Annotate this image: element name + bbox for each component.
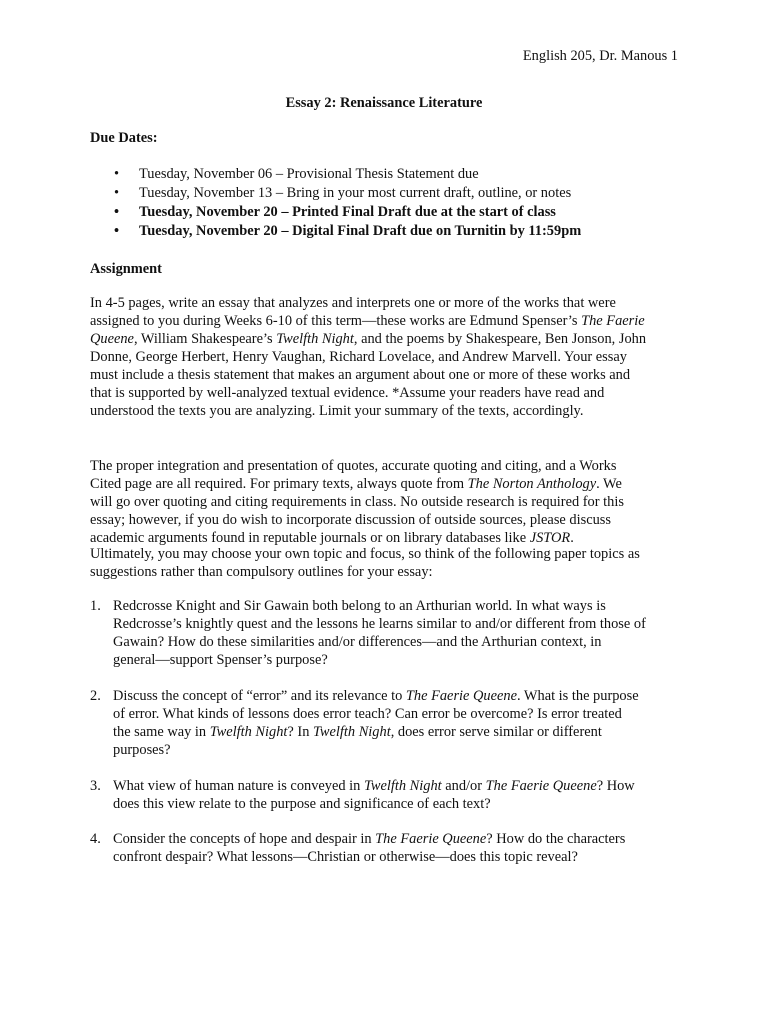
paragraph-line: will go over quoting and citing requirements in class. No outside research is required for this xyxy=(90,494,624,510)
paragraph-line: The proper integration and presentation of quotes, accurate quoting and citing, and a Works xyxy=(90,458,617,474)
assignment-paragraph-1 xyxy=(90,294,686,420)
due-dates-heading: Due Dates: xyxy=(90,130,158,146)
paragraph-line: essay; however, if you do wish to incorporate discussion of outside sources, please discuss xyxy=(90,512,611,528)
paragraph-line: Queene, William Shakespeare’s Twelfth Night, and the poems by Shakespeare, Ben Jonson, John xyxy=(90,331,647,347)
topic-line: Redcrosse’s knightly quest and the lessons he learns similar to and/or different from those of xyxy=(113,616,646,632)
italic-title: The Faerie Queene xyxy=(405,688,517,704)
topic-line: does this view relate to the purpose and significance of each text? xyxy=(113,796,491,812)
italic-title: The Norton Anthology xyxy=(467,476,597,492)
italic-title: Twelfth Night xyxy=(209,724,288,740)
bullet-icon: • xyxy=(114,166,120,182)
paragraph-line: academic arguments found in reputable journals or on library databases like JSTOR. xyxy=(90,530,574,546)
topic-item-2 xyxy=(90,687,713,759)
paragraph-line: must include a thesis statement that makes an argument about one or more of these works and xyxy=(90,367,631,383)
topic-line: of error. What kinds of lessons does error teach? Can error be overcome? Is error treated xyxy=(113,706,622,722)
paragraph-line: that is supported by well-analyzed textual evidence. *Assume your readers have read and xyxy=(90,385,605,401)
topic-number: 4. xyxy=(90,831,101,847)
assignment-heading: Assignment xyxy=(90,261,162,277)
due-date-text: Tuesday, November 06 – Provisional Thesis Statement due xyxy=(139,166,479,182)
topic-line: Redcrosse Knight and Sir Gawain both belong to an Arthurian world. In what ways is xyxy=(113,598,606,614)
paragraph-line: Ultimately, you may choose your own topic and focus, so think of the following paper topics as xyxy=(90,546,640,562)
assignment-paragraph-3 xyxy=(90,545,686,581)
due-date-text: Tuesday, November 20 – Printed Final Draft due at the start of class xyxy=(139,204,556,220)
due-date-text: Tuesday, November 13 – Bring in your most current draft, outline, or notes xyxy=(139,185,572,201)
paragraph-line: Donne, George Herbert, Henry Vaughan, Richard Lovelace, and Andrew Marvell. Your essay xyxy=(90,349,627,365)
bullet-icon: • xyxy=(114,185,120,201)
italic-title: Twelfth Night xyxy=(313,724,391,740)
italic-title: Queene xyxy=(90,331,134,347)
due-date-item xyxy=(90,184,710,203)
italic-title: JSTOR xyxy=(529,530,571,546)
topic-line: general—support Spenser’s purpose? xyxy=(113,652,328,668)
topic-line: Consider the concepts of hope and despair in The Faerie Queene? How do the characters xyxy=(113,831,626,847)
page-header: English 205, Dr. Manous 1 xyxy=(522,48,678,64)
topic-line: Discuss the concept of “error” and its relevance to The Faerie Queene. What is the purpose xyxy=(113,688,639,704)
due-date-item xyxy=(90,203,710,222)
due-dates-list xyxy=(90,165,710,241)
essay-title: Essay 2: Renaissance Literature xyxy=(285,95,483,111)
paragraph-line: understood the texts you are analyzing. Limit your summary of the texts, accordingly. xyxy=(90,403,584,419)
topic-item-4 xyxy=(90,830,713,866)
bullet-icon: • xyxy=(114,204,120,220)
italic-title: Twelfth Night xyxy=(276,331,354,347)
topic-number: 1. xyxy=(90,598,101,614)
paragraph-line: Cited page are all required. For primary texts, always quote from The Norton Anthology. We xyxy=(90,476,622,492)
due-date-item xyxy=(90,222,710,241)
topic-line: confront despair? What lessons—Christian or otherwise—does this topic reveal? xyxy=(113,849,578,865)
topic-number: 2. xyxy=(90,688,101,704)
italic-title: The Faerie xyxy=(581,313,645,329)
topic-line: Gawain? How do these similarities and/or differences—and the Arthurian context, in xyxy=(113,634,602,650)
topic-item-1 xyxy=(90,597,713,669)
due-date-item xyxy=(90,165,710,184)
topic-number: 3. xyxy=(90,778,101,794)
italic-title: Twelfth Night xyxy=(363,778,442,794)
italic-title: The Faerie Queene xyxy=(485,778,597,794)
bullet-icon: • xyxy=(114,223,120,239)
paragraph-line: In 4-5 pages, write an essay that analyzes and interprets one or more of the works that were xyxy=(90,295,616,311)
topic-line: What view of human nature is conveyed in Twelfth Night and/or The Faerie Queene? How xyxy=(113,778,635,794)
topic-line: purposes? xyxy=(113,742,171,758)
assignment-paragraph-2 xyxy=(90,457,686,547)
topic-line: the same way in Twelfth Night? In Twelfth Night, does error serve similar or different xyxy=(113,724,602,740)
paragraph-line: suggestions rather than compulsory outlines for your essay: xyxy=(90,564,433,580)
topic-item-3 xyxy=(90,777,713,813)
paragraph-line: assigned to you during Weeks 6-10 of this term—these works are Edmund Spenser’s The Faerie xyxy=(90,313,645,329)
italic-title: The Faerie Queene xyxy=(375,831,487,847)
due-date-text: Tuesday, November 20 – Digital Final Draft due on Turnitin by 11:59pm xyxy=(139,223,582,239)
